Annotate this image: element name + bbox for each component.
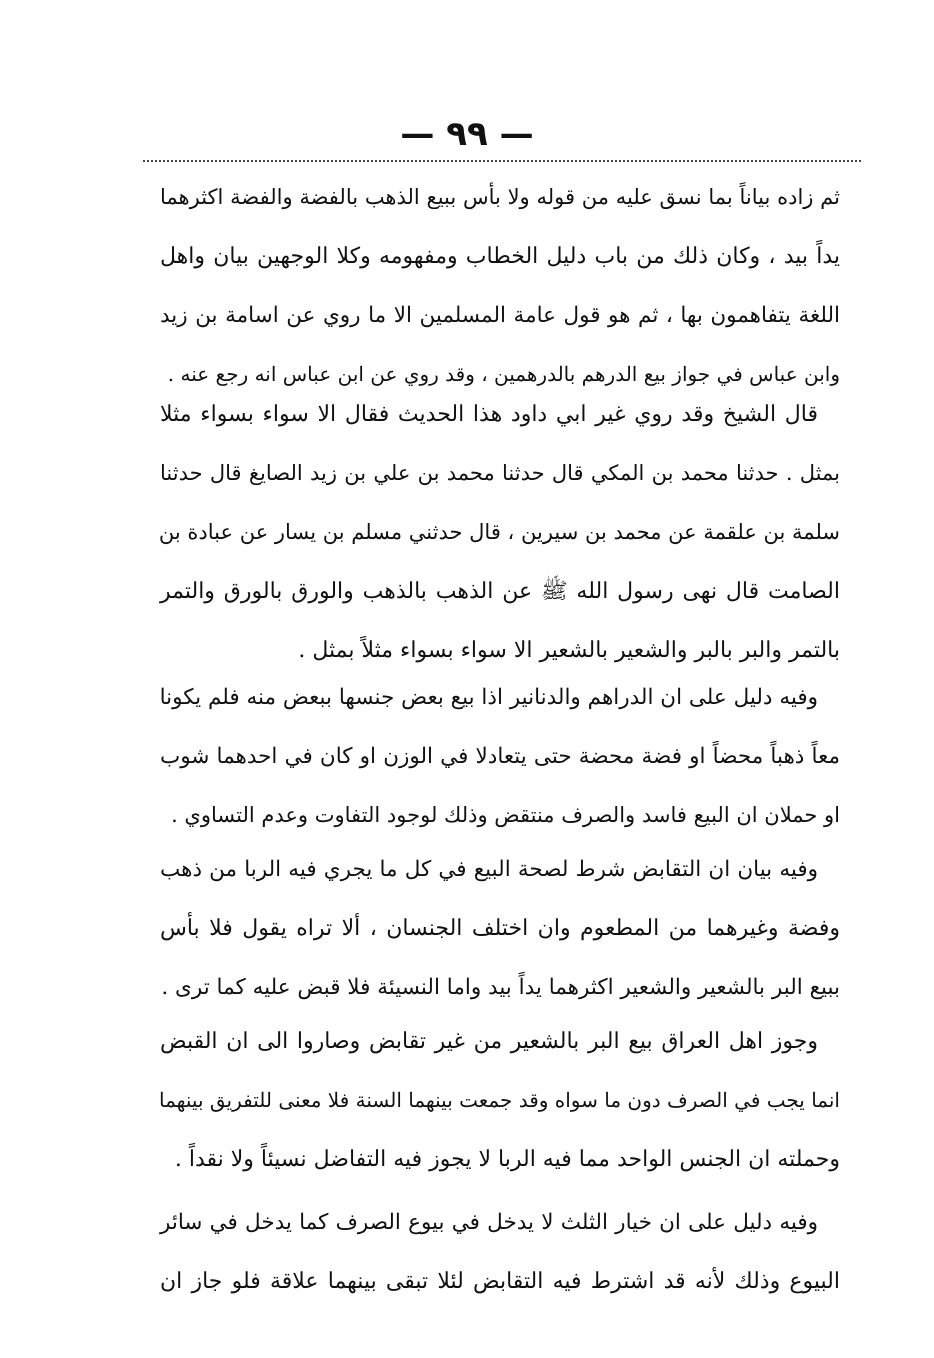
text-line: سلمة بن علقمة عن محمد بن سيرين ، قال حدثني مسلم بن يسار عن عبادة بن: [158, 520, 840, 544]
page-number: — ٩٩ —: [400, 114, 534, 154]
paragraph-2: [160, 385, 840, 680]
paragraph-1: [160, 168, 840, 404]
text-line: معاً ذهباً محضاً او فضة محضة حتى يتعادلا في الوزن او كان في احدهما شوب: [160, 744, 840, 769]
text-line: انما يجب في الصرف دون ما سواه وقد جمعت بينهما السنة فلا معنى للتفريق بينهما: [159, 1088, 840, 1112]
text-line: ثم زاده بياناً بما نسق عليه من قوله ولا بأس ببيع الذهب بالفضة والفضة اكثرهما: [160, 185, 840, 209]
text-line: يداً بيد ، وكان ذلك من باب دليل الخطاب ومفهومه وكلا الوجهين بيان واهل: [160, 244, 840, 269]
text-line: بمثل . حدثنا محمد بن المكي قال حدثنا محمد بن علي بن زيد الصايغ قال حدثنا: [160, 461, 840, 485]
text-line: وحملته ان الجنس الواحد مما فيه الربا لا يجوز فيه التفاضل نسيئاً ولا نقداً .: [174, 1147, 840, 1172]
paragraph-5: [160, 1012, 840, 1189]
text-line: وفيه دليل على ان الدراهم والدنانير اذا بيع بعض جنسها ببعض منه فلم يكونا: [159, 685, 818, 710]
text-line: قال الشيخ وقد روي غير ابي داود هذا الحديث فقال الا سواء بسواء مثلا: [160, 402, 818, 427]
text-line: البيوع وذلك لأنه قد اشترط فيه التقابض لئلا تبقى بينهما علاقة فلو جاز ان: [160, 1269, 840, 1294]
paragraph-6: [160, 1193, 840, 1311]
text-line: بالتمر والبر بالبر والشعير بالشعير الا سواء بسواء مثلاً بمثل .: [298, 638, 840, 663]
text-line: الصامت قال نهى رسول الله ﷺ عن الذهب بالذهب والورق بالورق والتمر: [160, 579, 840, 604]
text-line: وجوز اهل العراق بيع البر بالشعير من غير تقابض وصاروا الى ان القبض: [160, 1029, 818, 1054]
text-line: وابن عباس في جواز بيع الدرهم بالدرهمين ، وقد روي عن ابن عباس انه رجع عنه .: [167, 362, 840, 386]
header-divider: [143, 160, 861, 162]
text-line: وفيه دليل على ان خيار الثلث لا يدخل في بيوع الصرف كما يدخل في سائر: [160, 1210, 818, 1235]
text-line: اللغة يتفاهمون بها ، ثم هو قول عامة المسلمين الا ما روي عن اسامة بن زيد: [160, 303, 840, 328]
paragraph-4: [160, 840, 840, 1017]
text-line: وفيه بيان ان التقابض شرط لصحة البيع في كل ما يجري فيه الربا من ذهب: [160, 857, 818, 882]
text-line: او حملان ان البيع فاسد والصرف منتقض وذلك لوجود التفاوت وعدم التساوي .: [171, 803, 840, 827]
paragraph-3: [160, 668, 840, 845]
text-line: وفضة وغيرهما من المطعوم وان اختلف الجنسان ، ألا تراه يقول فلا بأس: [160, 916, 840, 941]
text-line: ببيع البر بالشعير والشعير اكثرهما يداً بيد واما النسيئة فلا قبض عليه كما ترى .: [161, 975, 840, 1000]
